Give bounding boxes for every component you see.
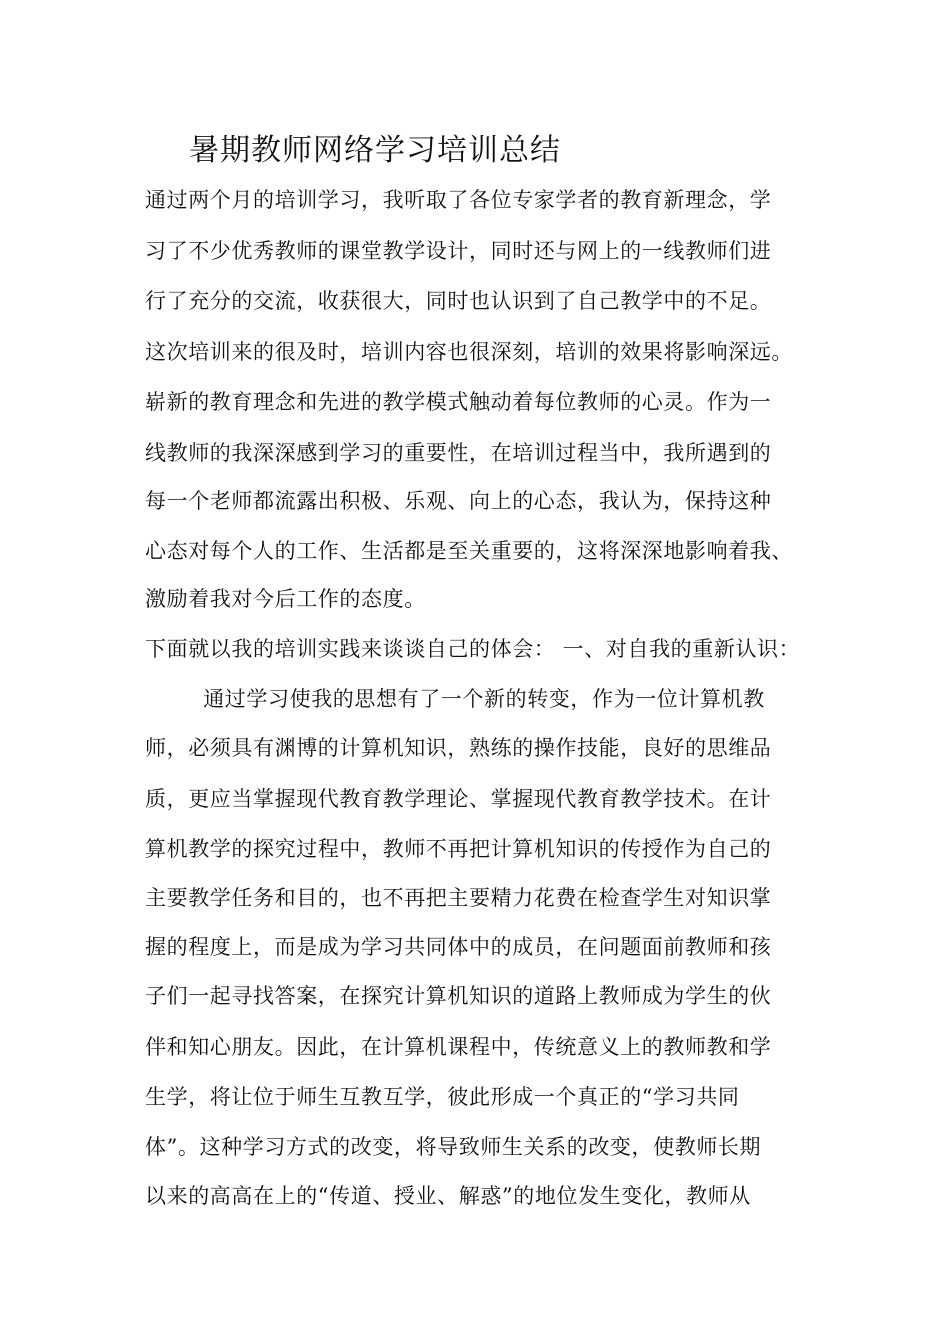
body-line-11: 通过学习使我的思想有了一个新的转变，作为一位计算机教: [145, 687, 765, 711]
document-title: 暑期教师网络学习培训总结: [189, 133, 561, 168]
body-line-9: 激励着我对今后工作的态度。: [145, 587, 426, 611]
body-line-16: 握的程度上，而是成为学习共同体中的成员，在问题面前教师和孩: [145, 935, 772, 959]
body-line-5: 崭新的教育理念和先进的教学模式触动着每位教师的心灵。作为一: [145, 390, 772, 414]
body-line-10: 下面就以我的培训实践来谈谈自己的体会： 一、对自我的重新认识：: [145, 637, 801, 661]
body-line-1: 通过两个月的培训学习，我听取了各位专家学者的教育新理念，学: [145, 188, 772, 212]
body-line-7: 每一个老师都流露出积极、乐观、向上的心态，我认为，保持这种: [145, 489, 772, 513]
body-line-14: 算机教学的探究过程中，教师不再把计算机知识的传授作为自己的: [145, 837, 772, 861]
body-line-13: 质，更应当掌握现代教育教学理论、掌握现代教育教学技术。在计: [145, 787, 772, 811]
body-line-20: 体”。这种学习方式的改变，将导致师生关系的改变，使教师长期: [145, 1135, 762, 1159]
body-line-15: 主要教学任务和目的，也不再把主要精力花费在检查学生对知识掌: [145, 886, 772, 910]
body-line-6: 线教师的我深深感到学习的重要性，在培训过程当中，我所遇到的: [145, 441, 772, 465]
body-line-3: 行了充分的交流，收获很大，同时也认识到了自己教学中的不足。: [145, 289, 772, 313]
body-line-17: 子们一起寻找答案，在探究计算机知识的道路上教师成为学生的伙: [145, 984, 772, 1008]
body-line-18: 伴和知心朋友。因此，在计算机课程中，传统意义上的教师教和学: [145, 1035, 772, 1059]
body-line-12: 师，必须具有渊博的计算机知识，熟练的操作技能，良好的思维品: [145, 736, 772, 760]
body-line-2: 习了不少优秀教师的课堂教学设计，同时还与网上的一线教师们进: [145, 239, 772, 263]
body-line-4: 这次培训来的很及时，培训内容也很深刻，培训的效果将影响深远。: [145, 340, 793, 364]
body-line-19: 生学，将让位于师生互教互学，彼此形成一个真正的“学习共同: [145, 1085, 740, 1109]
body-line-21: 以来的高高在上的“传道、授业、解惑”的地位发生变化，教师从: [145, 1184, 751, 1208]
body-line-8: 心态对每个人的工作、生活都是至关重要的，这将深深地影响着我、: [145, 539, 793, 563]
